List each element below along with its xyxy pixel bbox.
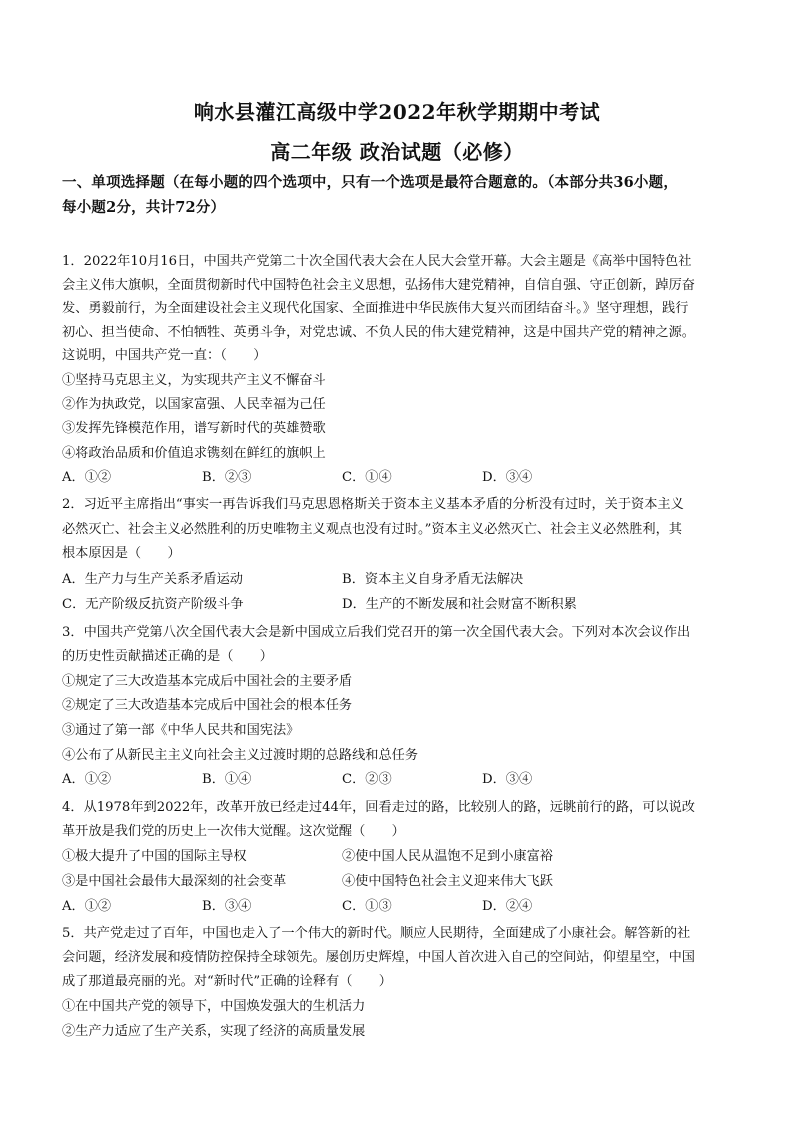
q2-option-a: A．生产力与生产关系矛盾运动	[62, 572, 243, 587]
q4-option-c: C．①③	[342, 899, 392, 914]
q3-option-c: C．②③	[342, 772, 392, 787]
exam-title: 响水县灌江高级中学2022年秋学期期中考试	[193, 100, 601, 124]
q4-option-a: A．①②	[62, 899, 112, 914]
q4-item: ②使中国人民从温饱不足到小康富裕	[342, 849, 553, 864]
q4-item: ④使中国特色社会主义迎来伟大飞跃	[342, 874, 553, 889]
q3-stem-line: 的历史性贡献描述正确的是（ ）	[62, 649, 273, 664]
q4-item: ③是中国社会最伟大最深刻的社会变革	[62, 874, 287, 889]
q2-option-d: D．生产的不断发展和社会财富不断积累	[342, 597, 577, 612]
q1-option-b: B．②③	[202, 470, 252, 485]
q1-stem-line: 会主义伟大旗帜，全面贯彻新时代中国特色社会主义思想，弘扬伟大建党精神，自信自强、守正创新，踔厉奋	[62, 278, 695, 293]
q1-option-d: D．③④	[482, 470, 533, 485]
q1-stem-line: 这说明，中国共产党一直：（ ）	[62, 348, 267, 363]
q3-option-d: D．③④	[482, 772, 533, 787]
q4-option-b: B．③④	[202, 899, 252, 914]
q5-item: ①在中国共产党的领导下，中国焕发强大的生机活力	[62, 999, 366, 1014]
q2-stem-line: 2．习近平主席指出“事实一再告诉我们马克思恩格斯关于资本主义基本矛盾的分析没有过时，关于资本主义	[62, 497, 684, 512]
q5-stem-line: 成了那道最亮丽的光。对“新时代”正确的诠释有（ ）	[62, 974, 392, 989]
q1-option-a: A．①②	[62, 470, 112, 485]
q3-option-a: A．①②	[62, 772, 112, 787]
section-heading-line2: 每小题2分，共计72分）	[62, 199, 226, 216]
q1-item: ①坚持马克思主义，为实现共产主义不懈奋斗	[62, 373, 326, 388]
q5-item: ②生产力适应了生产关系，实现了经济的高质量发展	[62, 1024, 366, 1039]
q1-stem-line: 初心、担当使命、不怕牺牲、英勇斗争，对党忠诚、不负人民的伟大建党精神，这是中国共产党的精神之源。	[62, 325, 695, 340]
q5-stem-line: 会问题，经济发展和疫情防控保持全球领先。屡创历史辉煌，中国人首次进入自己的空间站，仰望星空，中国	[62, 950, 695, 965]
q2-option-b: B．资本主义自身矛盾无法解决	[342, 572, 524, 587]
q4-stem-line: 4．从1978年到2022年，改革开放已经走过44年，回看走过的路，比较别人的路，远眺前行的路，可以说改	[62, 800, 695, 815]
q3-stem-line: 3．中国共产党第八次全国代表大会是新中国成立后我们党召开的第一次全国代表大会。下列对本次会议作出	[62, 625, 691, 640]
q1-item: ②作为执政党，以国家富强、人民幸福为己任	[62, 397, 326, 412]
q3-option-b: B．①④	[202, 772, 252, 787]
q3-item: ④公布了从新民主主义向社会主义过渡时期的总路线和总任务	[62, 748, 419, 763]
q4-stem-line: 革开放是我们党的历史上一次伟大觉醒。这次觉醒（ ）	[62, 824, 405, 839]
q5-stem-line: 5．共产党走过了百年，中国也走入了一个伟大的新时代。顺应人民期待，全面建成了小康社会。解答新的社	[62, 926, 691, 941]
q1-option-c: C．①④	[342, 470, 392, 485]
q3-item: ②规定了三大改造基本完成后中国社会的根本任务	[62, 698, 353, 713]
q4-item: ①极大提升了中国的国际主导权	[62, 849, 247, 864]
exam-subtitle: 高二年级 政治试题（必修）	[270, 140, 524, 164]
q2-stem-line: 根本原因是（ ）	[62, 546, 181, 561]
q1-stem-line: 发、勇毅前行，为全面建设社会主义现代化国家、全面推进中华民族伟大复兴而团结奋斗。》坚守理想，践行	[62, 301, 689, 316]
q3-item: ③通过了第一部《中华人民共和国宪法》	[62, 723, 300, 738]
q3-item: ①规定了三大改造基本完成后中国社会的主要矛盾	[62, 674, 353, 689]
q1-item: ③发挥先锋模范作用，谱写新时代的英雄赞歌	[62, 421, 326, 436]
q1-item: ④将政治品质和价值追求镌刻在鲜红的旗帜上	[62, 446, 326, 461]
q2-option-c: C．无产阶级反抗资产阶级斗争	[62, 597, 244, 612]
section-heading-line1: 一、单项选择题（在每小题的四个选项中，只有一个选项是最符合题意的。（本部分共36小题，	[62, 174, 679, 191]
q4-option-d: D．②④	[482, 899, 533, 914]
q1-stem-line: 1．2022年10月16日，中国共产党第二十次全国代表大会在人民大会堂开幕。大会主题是《高举中国特色社	[62, 254, 692, 269]
q2-stem-line: 必然灭亡、社会主义必然胜利的历史唯物主义观点也没有过时。”资本主义必然灭亡、社会主义必然胜利，其	[62, 522, 682, 537]
